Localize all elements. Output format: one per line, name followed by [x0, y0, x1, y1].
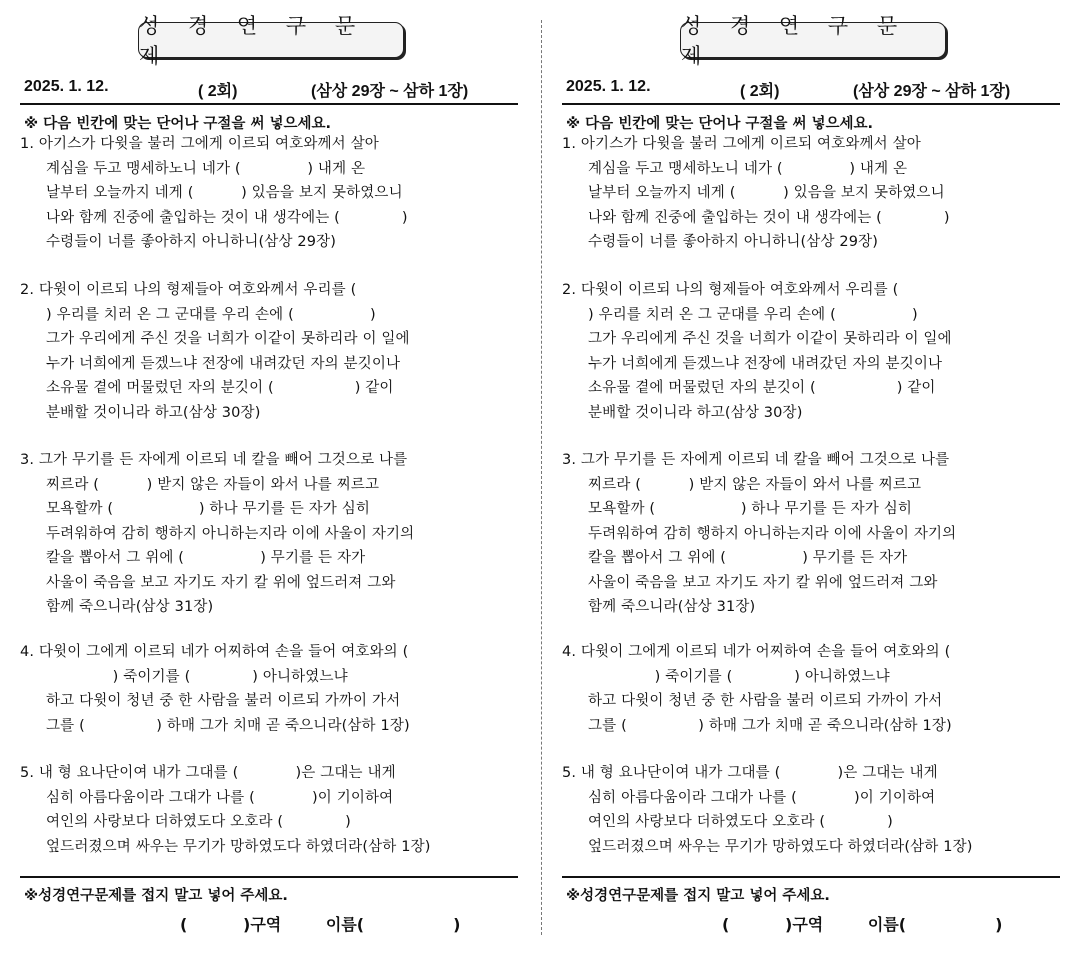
question-line: 여인의 사랑보다 더하였도다 오호라 ( ) [588, 814, 893, 830]
header-rule [20, 103, 518, 105]
question-line: 나와 함께 진중에 출입하는 것이 내 생각에는 ( ) [46, 209, 408, 226]
question-1 [20, 132, 520, 255]
question-line: 모욕할까 ( ) 하나 무기를 든 자가 심히 [46, 501, 371, 517]
question-line: 하고 다윗이 청년 중 한 사람을 불러 이르되 가까이 가서 [588, 693, 943, 709]
question-line: 함께 죽으니라(삼상 31장) [46, 599, 214, 615]
question-line: 여인의 사랑보다 더하였도다 오호라 ( ) [46, 814, 351, 830]
district-field[interactable]: ( )구역 [180, 915, 282, 934]
question-line: 찌르라 ( ) 받지 않은 자들이 와서 나를 찌르고 [588, 476, 922, 493]
question-line: 분배할 것이니라 하고(삼상 30장) [588, 404, 803, 421]
question-line: 그가 우리에게 주신 것을 너희가 이같이 못하리라 이 일에 [46, 331, 410, 347]
question-line: 누가 너희에게 듣겠느냐 전장에 내려갔던 자의 분깃이나 [588, 355, 943, 372]
worksheet-header [566, 78, 1058, 100]
question-line: 심히 아름다움이라 그대가 나를 ( )이 기이하여 [588, 789, 936, 806]
question-1 [562, 132, 1062, 255]
question-3 [20, 448, 520, 620]
question-line: ) 우리를 치러 온 그 군대를 우리 손에 ( ) [46, 306, 376, 323]
district-field[interactable]: ( )구역 [722, 915, 824, 934]
footer-note: ※성경연구문제를 접지 말고 넣어 주세요. [566, 888, 830, 904]
worksheet-date: 2025. 1. 12. [24, 78, 109, 95]
worksheet-left [20, 0, 520, 973]
question-line: 1. 아기스가 다윗을 불러 그에게 이르되 여호와께서 살아 [20, 136, 379, 152]
question-line: 엎드러졌으며 싸우는 무기가 망하였도다 하였더라(삼하 1장) [46, 838, 431, 855]
worksheet-title: 성 경 연 구 문 제 [138, 22, 404, 58]
question-line: 칼을 뽑아서 그 위에 ( ) 무기를 든 자가 [46, 550, 366, 566]
question-line: 소유물 곁에 머물렀던 자의 분깃이 ( ) 같이 [46, 380, 394, 396]
question-2 [562, 278, 1062, 425]
question-line: 함께 죽으니라(삼상 31장) [588, 599, 756, 615]
question-line: 수령들이 너를 좋아하지 아니하니(삼상 29장) [588, 234, 879, 250]
question-2 [20, 278, 520, 425]
question-line: 심히 아름다움이라 그대가 나를 ( )이 기이하여 [46, 789, 394, 806]
header-rule [562, 103, 1060, 105]
footer-fields [722, 912, 1002, 935]
worksheet-range: (삼상 29장 ~ 삼하 1장) [853, 83, 1011, 100]
question-line: 엎드러졌으며 싸우는 무기가 망하였도다 하였더라(삼하 1장) [588, 838, 973, 855]
question-line: 나와 함께 진중에 출입하는 것이 내 생각에는 ( ) [588, 209, 950, 226]
instruction: ※ 다음 빈칸에 맞는 단어나 구절을 써 넣으세요. [24, 116, 332, 132]
question-3 [562, 448, 1062, 620]
question-line: 하고 다윗이 청년 중 한 사람을 불러 이르되 가까이 가서 [46, 693, 401, 709]
worksheet-round: ( 2회) [198, 83, 238, 100]
question-line: 사울이 죽음을 보고 자기도 자기 칼 위에 엎드러져 그와 [46, 574, 396, 591]
page-divider [541, 20, 542, 935]
footer-note: ※성경연구문제를 접지 말고 넣어 주세요. [24, 888, 288, 904]
question-line: 두려워하여 감히 행하지 아니하는지라 이에 사울이 자기의 [588, 525, 957, 542]
question-line: ) 죽이기를 ( ) 아니하였느냐 [588, 668, 890, 685]
name-field[interactable]: 이름( ) [867, 915, 1003, 934]
question-line: 4. 다윗이 그에게 이르되 네가 어찌하여 손을 들어 여호와의 ( [20, 644, 409, 660]
instruction: ※ 다음 빈칸에 맞는 단어나 구절을 써 넣으세요. [566, 116, 874, 132]
question-line: 모욕할까 ( ) 하나 무기를 든 자가 심히 [588, 501, 913, 517]
question-line: 누가 너희에게 듣겠느냐 전장에 내려갔던 자의 분깃이나 [46, 355, 401, 372]
question-4 [562, 640, 1062, 738]
question-line: 그가 우리에게 주신 것을 너희가 이같이 못하리라 이 일에 [588, 331, 952, 347]
question-line: 5. 내 형 요나단이여 내가 그대를 ( )은 그대는 내게 [20, 765, 396, 781]
question-line: 두려워하여 감히 행하지 아니하는지라 이에 사울이 자기의 [46, 525, 415, 542]
question-line: 계심을 두고 맹세하노니 네가 ( ) 내게 온 [588, 160, 908, 177]
question-5 [20, 761, 520, 859]
worksheet-right [562, 0, 1062, 973]
question-4 [20, 640, 520, 738]
question-line: 그를 ( ) 하매 그가 치매 곧 죽으니라(삼하 1장) [588, 717, 952, 734]
worksheet-date: 2025. 1. 12. [566, 78, 651, 95]
footer-fields [180, 912, 460, 935]
worksheet-header [24, 78, 516, 100]
question-line: 사울이 죽음을 보고 자기도 자기 칼 위에 엎드러져 그와 [588, 574, 938, 591]
question-line: 2. 다윗이 이르되 나의 형제들아 여호와께서 우리를 ( [20, 282, 357, 298]
question-line: 5. 내 형 요나단이여 내가 그대를 ( )은 그대는 내게 [562, 765, 938, 781]
question-line: ) 우리를 치러 온 그 군대를 우리 손에 ( ) [588, 306, 918, 323]
question-line: 분배할 것이니라 하고(삼상 30장) [46, 404, 261, 421]
worksheet-range: (삼상 29장 ~ 삼하 1장) [311, 83, 469, 100]
question-line: 소유물 곁에 머물렀던 자의 분깃이 ( ) 같이 [588, 380, 936, 396]
question-line: 날부터 오늘까지 네게 ( ) 있음을 보지 못하였으니 [588, 185, 945, 201]
question-line: 1. 아기스가 다윗을 불러 그에게 이르되 여호와께서 살아 [562, 136, 921, 152]
question-line: ) 죽이기를 ( ) 아니하였느냐 [46, 668, 348, 685]
question-5 [562, 761, 1062, 859]
worksheet-round: ( 2회) [740, 83, 780, 100]
worksheet-title: 성 경 연 구 문 제 [680, 22, 946, 58]
question-line: 4. 다윗이 그에게 이르되 네가 어찌하여 손을 들어 여호와의 ( [562, 644, 951, 660]
question-line: 그를 ( ) 하매 그가 치매 곧 죽으니라(삼하 1장) [46, 717, 410, 734]
question-line: 계심을 두고 맹세하노니 네가 ( ) 내게 온 [46, 160, 366, 177]
question-line: 칼을 뽑아서 그 위에 ( ) 무기를 든 자가 [588, 550, 908, 566]
footer-rule [20, 876, 518, 878]
footer-rule [562, 876, 1060, 878]
question-line: 3. 그가 무기를 든 자에게 이르되 네 칼을 빼어 그것으로 나를 [562, 452, 950, 468]
question-line: 날부터 오늘까지 네게 ( ) 있음을 보지 못하였으니 [46, 185, 403, 201]
question-line: 3. 그가 무기를 든 자에게 이르되 네 칼을 빼어 그것으로 나를 [20, 452, 408, 468]
question-line: 수령들이 너를 좋아하지 아니하니(삼상 29장) [46, 234, 337, 250]
question-line: 2. 다윗이 이르되 나의 형제들아 여호와께서 우리를 ( [562, 282, 899, 298]
name-field[interactable]: 이름( ) [325, 915, 461, 934]
question-line: 찌르라 ( ) 받지 않은 자들이 와서 나를 찌르고 [46, 476, 380, 493]
